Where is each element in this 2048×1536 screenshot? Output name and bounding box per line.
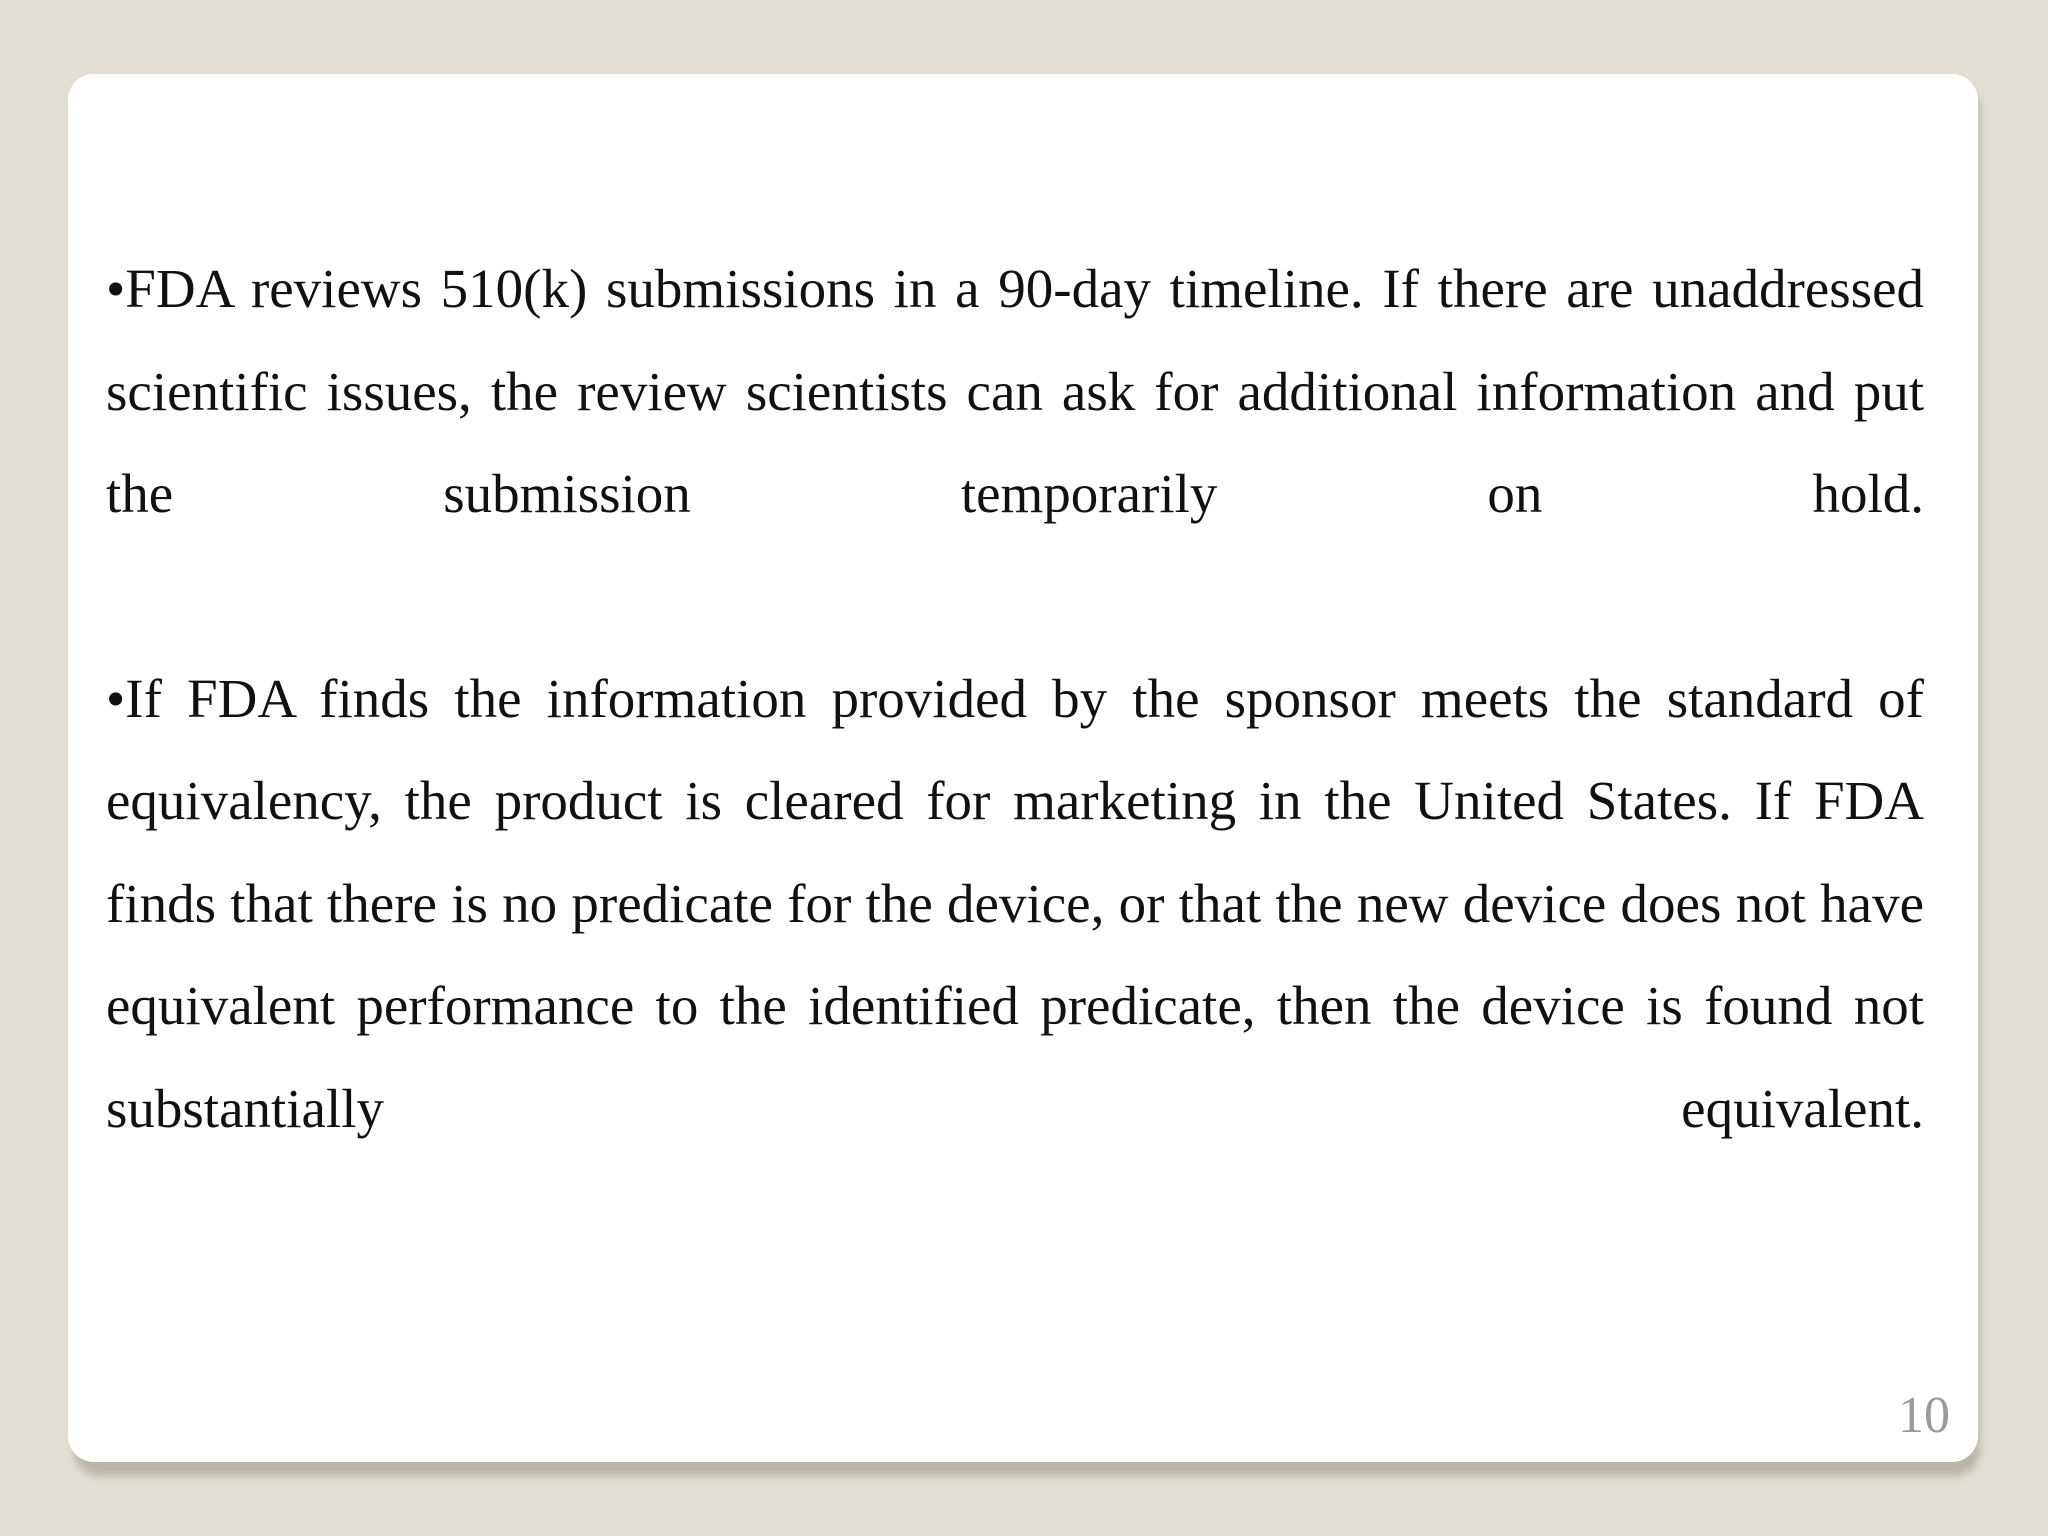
slide-body bbox=[106, 238, 1924, 1160]
bullet-paragraph-clearance-decision: •If FDA finds the information provided by the sponsor meets the standard of equivalency, the product is cleared for marketing in the United States. If FDA finds that there is no predicate for the device, or that the new device does not have equivalent performance to the identified predicate, then the device is found not substantially equivalent. bbox=[106, 667, 1924, 1139]
bullet-paragraph-review-timeline: •FDA reviews 510(k) submissions in a 90-day timeline. If there are unaddressed scientific issues, the review scientists can ask for additional information and put the submission temporarily on hold. bbox=[106, 258, 1924, 524]
slide-number: 10 bbox=[1898, 1387, 1950, 1444]
slide bbox=[68, 74, 1978, 1462]
